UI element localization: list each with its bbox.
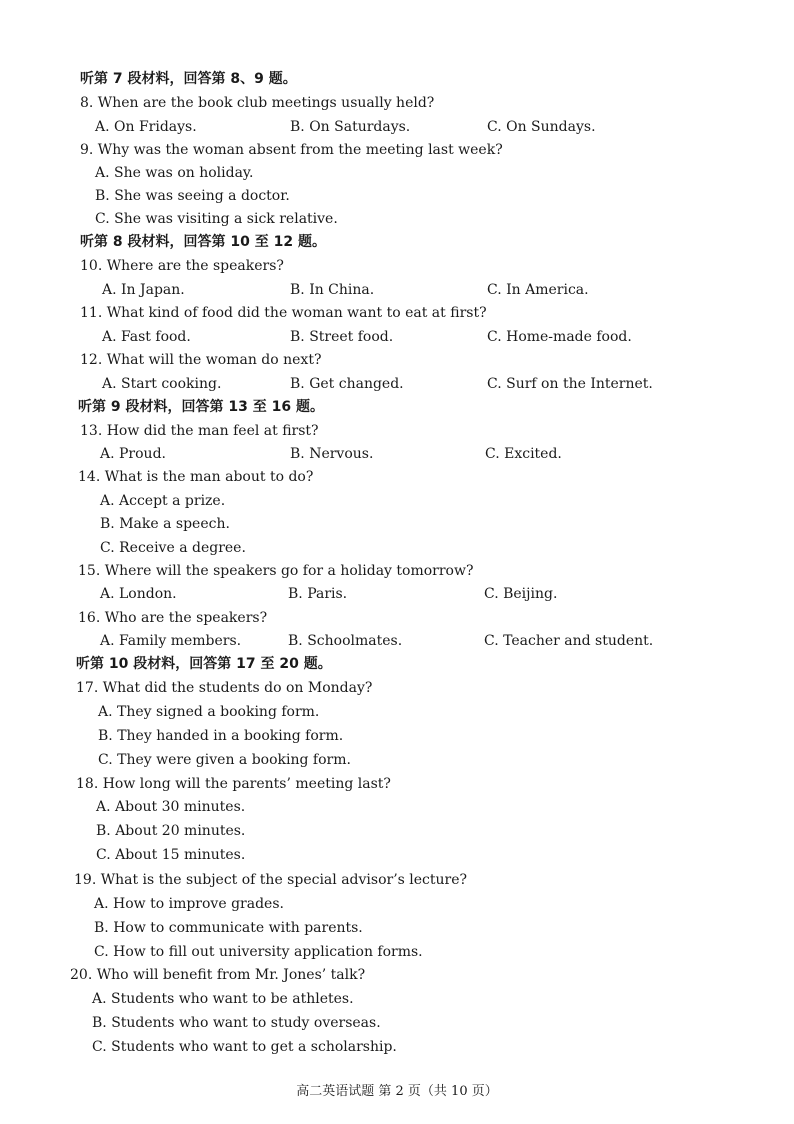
question-12-option-c: C. Surf on the Internet.	[487, 376, 653, 392]
question-19-option-a: A. How to improve grades.	[94, 896, 284, 912]
section-heading-9: 听第 9 段材料，回答第 13 至 16 题。	[78, 399, 324, 415]
question-14-option-b: B. Make a speech.	[100, 516, 230, 532]
question-10-stem: 10. Where are the speakers?	[80, 258, 284, 274]
question-8-stem: 8. When are the book club meetings usually held?	[80, 95, 435, 111]
question-14-option-a: A. Accept a prize.	[100, 493, 226, 509]
question-10-option-b: B. In China.	[290, 282, 375, 298]
question-12-option-b: B. Get changed.	[290, 376, 404, 392]
question-17-stem: 17. What did the students do on Monday?	[76, 680, 373, 696]
question-9-stem: 9. Why was the woman absent from the meeting last week?	[80, 142, 503, 158]
question-17-option-b: B. They handed in a booking form.	[98, 728, 344, 744]
question-19-stem: 19. What is the subject of the special advisor’s lecture?	[74, 872, 468, 888]
section-heading-7: 听第 7 段材料，回答第 8、9 题。	[80, 71, 297, 87]
question-15-option-b: B. Paris.	[288, 586, 348, 602]
question-13-option-c: C. Excited.	[485, 446, 562, 462]
question-16-stem: 16. Who are the speakers?	[78, 610, 268, 626]
question-11-option-a: A. Fast food.	[102, 329, 191, 345]
question-9-option-b: B. She was seeing a doctor.	[95, 188, 290, 204]
question-14-option-c: C. Receive a degree.	[100, 540, 246, 556]
question-9-option-c: C. She was visiting a sick relative.	[95, 211, 338, 227]
question-18-stem: 18. How long will the parents’ meeting last?	[76, 776, 391, 792]
question-17-option-c: C. They were given a booking form.	[98, 752, 351, 768]
question-15-stem: 15. Where will the speakers go for a holiday tomorrow?	[78, 563, 474, 579]
question-20-option-c: C. Students who want to get a scholarship.	[92, 1039, 397, 1055]
question-13-option-a: A. Proud.	[100, 446, 166, 462]
question-15-option-a: A. London.	[100, 586, 177, 602]
question-18-option-c: C. About 15 minutes.	[96, 847, 246, 863]
question-13-option-b: B. Nervous.	[290, 446, 374, 462]
question-9-option-a: A. She was on holiday.	[95, 165, 254, 181]
question-11-option-c: C. Home-made food.	[487, 329, 632, 345]
question-20-option-a: A. Students who want to be athletes.	[92, 991, 354, 1007]
question-18-option-a: A. About 30 minutes.	[96, 799, 246, 815]
question-20-stem: 20. Who will benefit from Mr. Jones’ talk?	[70, 967, 366, 983]
question-13-stem: 13. How did the man feel at first?	[80, 423, 319, 439]
question-19-option-c: C. How to fill out university application forms.	[94, 944, 423, 960]
question-14-stem: 14. What is the man about to do?	[78, 469, 314, 485]
question-11-stem: 11. What kind of food did the woman want to eat at first?	[80, 305, 487, 321]
question-10-option-c: C. In America.	[487, 282, 589, 298]
section-heading-10: 听第 10 段材料，回答第 17 至 20 题。	[76, 656, 332, 672]
question-17-option-a: A. They signed a booking form.	[98, 704, 320, 720]
question-18-option-b: B. About 20 minutes.	[96, 823, 246, 839]
question-8-option-c: C. On Sundays.	[487, 119, 596, 135]
section-heading-8: 听第 8 段材料，回答第 10 至 12 题。	[80, 234, 326, 250]
question-11-option-b: B. Street food.	[290, 329, 394, 345]
question-12-option-a: A. Start cooking.	[102, 376, 222, 392]
question-19-option-b: B. How to communicate with parents.	[94, 920, 363, 936]
question-16-option-a: A. Family members.	[100, 633, 242, 649]
question-10-option-a: A. In Japan.	[102, 282, 185, 298]
question-20-option-b: B. Students who want to study overseas.	[92, 1015, 381, 1031]
question-16-option-b: B. Schoolmates.	[288, 633, 403, 649]
question-16-option-c: C. Teacher and student.	[484, 633, 654, 649]
question-15-option-c: C. Beijing.	[484, 586, 558, 602]
question-12-stem: 12. What will the woman do next?	[80, 352, 322, 368]
question-8-option-a: A. On Fridays.	[95, 119, 197, 135]
page-footer: 高二英语试题 第 2 页（共 10 页）	[296, 1084, 498, 1099]
question-8-option-b: B. On Saturdays.	[290, 119, 411, 135]
